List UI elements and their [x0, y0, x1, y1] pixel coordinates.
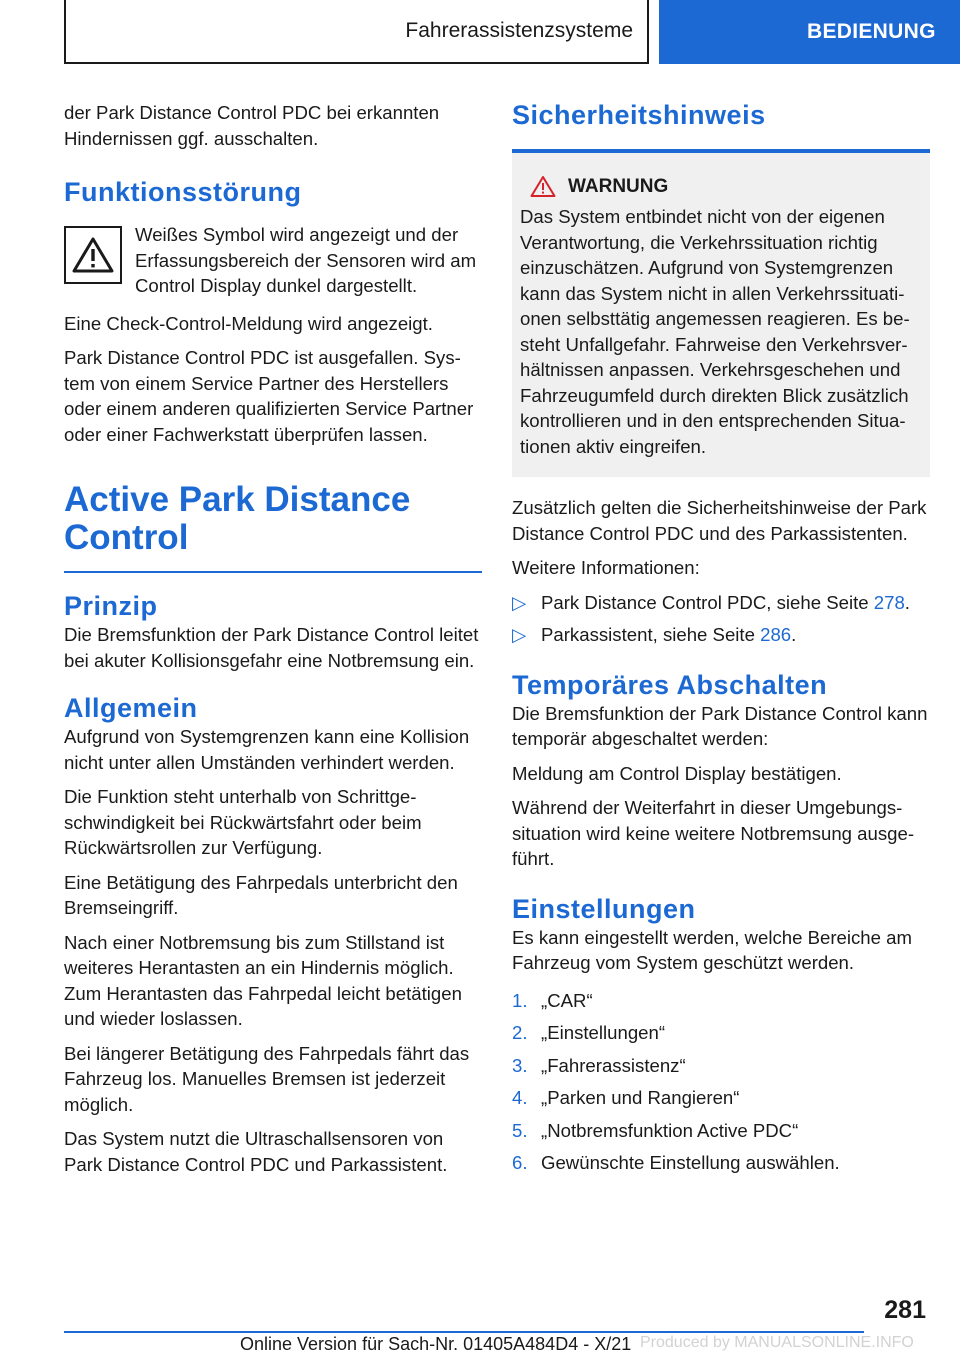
- footer-divider: [64, 1331, 864, 1333]
- heading-funktionsstoerung: Funktionsstörung: [64, 177, 302, 207]
- allgemein-p6: Das System nutzt die Ultraschallsensoren von Park Distance Control PDC und Parkassistent.: [64, 1128, 448, 1175]
- intro-text: der Park Distance Control PDC bei erkannten Hindernissen ggf. ausschalten.: [64, 102, 440, 149]
- heading-allgemein: Allgemein: [64, 693, 198, 723]
- list-item: 1. „CAR“: [512, 989, 593, 1011]
- abschalten-p2: Meldung am Control Display bestätigen.: [512, 762, 842, 784]
- malfunction-p2: Park Distance Control PDC ist ausgefallen. System von einem Service Partner des Herstellers oder einem anderen qualifizierten Service Partner oder einer Fachwerkstatt überprüfen lassen.: [64, 347, 474, 445]
- heading-einstellungen: Einstellungen: [512, 893, 696, 924]
- heading-sicherheitshinweis: Sicherheitshinweis: [512, 100, 766, 130]
- abschalten-p1: Die Bremsfunktion der Park Distance Control kann temporär abgeschaltet werden:: [512, 702, 928, 749]
- malfunction-p1: Eine Check-Control-Meldung wird angezeigt.: [64, 312, 433, 334]
- allgemein-p2: Die Funktion steht unterhalb von Schrittgeschwindigkeit bei Rückwärtsfahrt oder beim Rückwärtsrollen zur Verfügung.: [64, 786, 422, 858]
- list-item: 4. „Parken und Rangieren“: [512, 1087, 740, 1108]
- warning-label: WARNUNG: [568, 175, 669, 197]
- warning-text: Das System entbindet nicht von der eigenen Verantwortung, die Verkehrssituation richtig einzuschätzen. Aufgrund von Systemgrenzen kann das System nicht in allen Verkehrssituationen selbsttätig angemessen reagieren. Es besteht Unfallgefahr. Fahrweise den Verkehrsverhältnissen anpassen. Verkehrsgeschehen und Fahrzeugumfeld durch direkten Blick zusätzlich kontrollieren und in den entsprechenden Situationen aktiv eingreifen.: [520, 206, 910, 457]
- warning-triangle-icon: [64, 226, 122, 284]
- left-column: [64, 100, 482, 1186]
- abschalten-p3: Während der Weiterfahrt in dieser Umgebungssituation wird keine weitere Notbremsung ausgeführt.: [512, 797, 915, 869]
- page-link[interactable]: 278: [873, 591, 905, 613]
- right-column: [512, 100, 930, 1183]
- header-section-title: Fahrerassistenzsysteme: [405, 19, 633, 42]
- page-link[interactable]: 286: [760, 624, 792, 645]
- warning-header: [520, 175, 922, 198]
- heading-abschalten: Temporäres Abschalten: [512, 669, 828, 700]
- list-item: ▷ Parkassistent, siehe Seite 286.: [512, 622, 930, 648]
- header-section: [64, 0, 649, 64]
- allgemein-p5: Bei längerer Betätigung des Fahrpedals fährt das Fahrzeug los. Manuelles Bremsen ist jederzeit möglich.: [64, 1042, 470, 1115]
- triangle-bullet-icon: ▷: [512, 591, 527, 613]
- einstellungen-p1: Es kann eingestellt werden, welche Bereiche am Fahrzeug vom System geschützt werden.: [512, 926, 912, 973]
- footer-watermark: Produced by MANUALSONLINE.INFO: [640, 1334, 914, 1351]
- warning-box: [512, 149, 930, 477]
- warning-triangle-icon: [530, 175, 556, 198]
- sicherheit-p2: Weitere Informationen:: [512, 557, 700, 578]
- header-chapter: [659, 0, 960, 64]
- footer-version: Online Version für Sach-Nr. 01405A484D4 - X/21: [240, 1334, 632, 1354]
- title-divider: [64, 571, 482, 573]
- heading-prinzip: Prinzip: [64, 591, 158, 621]
- header-chapter-title: BEDIENUNG: [807, 20, 936, 43]
- main-title: Active Park Distance Control: [64, 480, 411, 557]
- ref-text: Park Distance Control PDC, siehe Seite: [541, 591, 874, 613]
- page-number: 281: [884, 1296, 926, 1324]
- steps-list: [512, 988, 930, 1176]
- list-item: 3. „Fahrerassistenz“: [512, 1054, 686, 1076]
- allgemein-p4: Nach einer Notbremsung bis zum Stillstand ist weiteres Herantasten an ein Hindernis möglich. Zum Herantasten das Fahrpedal leicht betätigen und wieder loslassen.: [64, 931, 462, 1029]
- ref-text: Parkassistent, siehe Seite: [541, 624, 761, 645]
- list-item: ▷ Park Distance Control PDC, siehe Seite 278.: [512, 590, 930, 616]
- reference-list: [512, 590, 930, 648]
- allgemein-p1: Aufgrund von Systemgrenzen kann eine Kollision nicht unter allen Umständen verhindert werden.: [64, 726, 470, 773]
- allgemein-p3: Eine Betätigung des Fahrpedals unterbricht den Bremseingriff.: [64, 871, 458, 918]
- symbol-description: Weißes Symbol wird angezeigt und der Erfassungsbereich der Sensoren wird am Control Display dunkel dargestellt.: [135, 224, 477, 296]
- sicherheit-p1: Zusätzlich gelten die Sicherheitshinweise der Park Distance Control PDC und des Parkassistenten.: [512, 497, 927, 544]
- list-item: 6. Gewünschte Einstellung auswählen.: [512, 1152, 840, 1173]
- list-item: 5. „Notbremsfunktion Active PDC“: [512, 1119, 799, 1141]
- triangle-bullet-icon: ▷: [512, 624, 527, 645]
- prinzip-p1: Die Bremsfunktion der Park Distance Control leitet bei akuter Kollisionsgefahr eine Notbremsung ein.: [64, 624, 479, 671]
- malfunction-symbol-block: [64, 222, 482, 299]
- list-item: 2. „Einstellungen“: [512, 1022, 666, 1043]
